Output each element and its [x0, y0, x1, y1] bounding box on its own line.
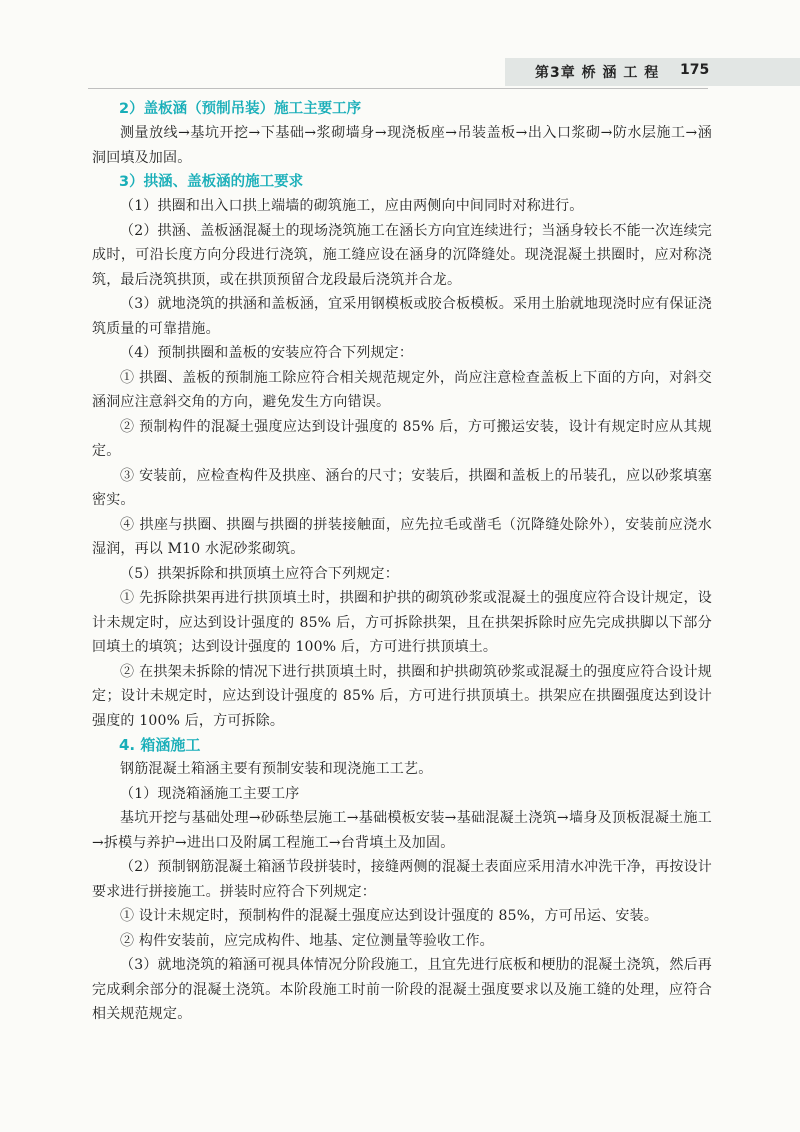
paragraph: ④ 拱座与拱圈、拱圈与拱圈的拼装接触面，应先拉毛或凿毛（沉降缝处除外），安装前应浇水湿润，再以 M10 水泥砂浆砌筑。 — [92, 516, 712, 557]
paragraph: ① 先拆除拱架再进行拱顶填土时，拱圈和护拱的砌筑砂浆或混凝土的强度应符合设计规定，设计未规定时，应达到设计强度的 85% 后，方可拆除拱架，且在拱架拆除时应先完成拱脚以下部分回填土的填筑；达到设计强度的 100% 后，方可进行拱顶填土。 — [92, 590, 712, 655]
paragraph: 钢筋混凝土箱涵主要有预制安装和现浇施工工艺。 — [120, 761, 433, 777]
paragraph: （1）现浇箱涵施工主要工序 — [120, 785, 300, 802]
paragraph: ① 拱圈、盖板的预制施工除应符合相关规范规定外，尚应注意检查盖板上下面的方向，对斜交涵洞应注意斜交角的方向，避免发生方向错误。 — [92, 369, 712, 410]
section-heading-requirements: 3）拱涵、盖板涵的施工要求 — [119, 174, 304, 190]
paragraph: （4）预制拱圈和盖板的安装应符合下列规定： — [120, 345, 414, 361]
section-heading-box-culvert: 4. 箱涵施工 — [119, 736, 201, 754]
paragraph: ② 构件安装前，应完成构件、地基、定位测量等验收工作。 — [120, 932, 494, 949]
paragraph: 基坑开挖与基础处理→砂砾垫层施工→基础模板安装→基础混凝土浇筑→墙身及顶板混凝土施工→拆模与养护→进出口及附属工程施工→台背填土及加固。 — [92, 810, 712, 851]
page-number: 175 — [680, 62, 710, 78]
chapter-title: 第3章 桥 涵 工 程 — [535, 65, 660, 81]
paragraph: （3）就地浇筑的拱涵和盖板涵，宜采用钢模板或胶合板模板。采用土胎就地现浇时应有保证浇筑质量的可靠措施。 — [92, 296, 712, 337]
paragraph: ② 在拱架未拆除的情况下进行拱顶填土时，拱圈和护拱砌筑砂浆或混凝土的强度应符合设计规定；设计未规定时，应达到设计强度的 85% 后，方可进行拱顶填土。拱架应在拱圈强度达到设计强度的 100% 后，方可拆除。 — [92, 663, 712, 729]
paragraph: （3）就地浇筑的箱涵可视具体情况分阶段施工，且宜先进行底板和梗肋的混凝土浇筑，然后再完成剩余部分的混凝土浇筑。本阶段施工时前一阶段的混凝土强度要求以及施工缝的处理，应符合相关规范规定。 — [92, 957, 712, 1022]
section-heading-precast-slab: 2）盖板涵（预制吊装）施工主要工序 — [119, 101, 362, 117]
paragraph: 测量放线→基坑开挖→下基础→浆砌墙身→现浇板座→吊装盖板→出入口浆砌→防水层施工→涵洞回填及加固。 — [92, 125, 712, 166]
header-rule — [88, 88, 708, 89]
paragraph: ③ 安装前，应检查构件及拱座、涵台的尺寸；安装后，拱圈和盖板上的吊装孔，应以砂浆填塞密实。 — [92, 467, 712, 508]
page-header — [0, 58, 800, 92]
page-body — [92, 97, 712, 1027]
paragraph: （2）拱涵、盖板涵混凝土的现场浇筑施工在涵长方向宜连续进行；当涵身较长不能一次连续完成时，可沿长度方向分段进行浇筑，施工缝应设在涵身的沉降缝处。现浇混凝土拱圈时，应对称浇筑，最后浇筑拱顶，或在拱顶预留合龙段最后浇筑并合龙。 — [92, 222, 712, 288]
paragraph: ② 预制构件的混凝土强度应达到设计强度的 85% 后，方可搬运安装，设计有规定时应从其规定。 — [92, 418, 712, 459]
paragraph: （2）预制钢筋混凝土箱涵节段拼装时，接缝两侧的混凝土表面应采用清水冲洗干净，再按设计要求进行拼接施工。拼装时应符合下列规定： — [92, 859, 712, 900]
paragraph: （5）拱架拆除和拱顶填土应符合下列规定： — [120, 565, 399, 582]
paragraph: ① 设计未规定时，预制构件的混凝土强度应达到设计强度的 85%，方可吊运、安装。 — [120, 908, 659, 924]
paragraph: （1）拱圈和出入口拱上端墙的砌筑施工，应由两侧向中间同时对称进行。 — [120, 198, 584, 214]
